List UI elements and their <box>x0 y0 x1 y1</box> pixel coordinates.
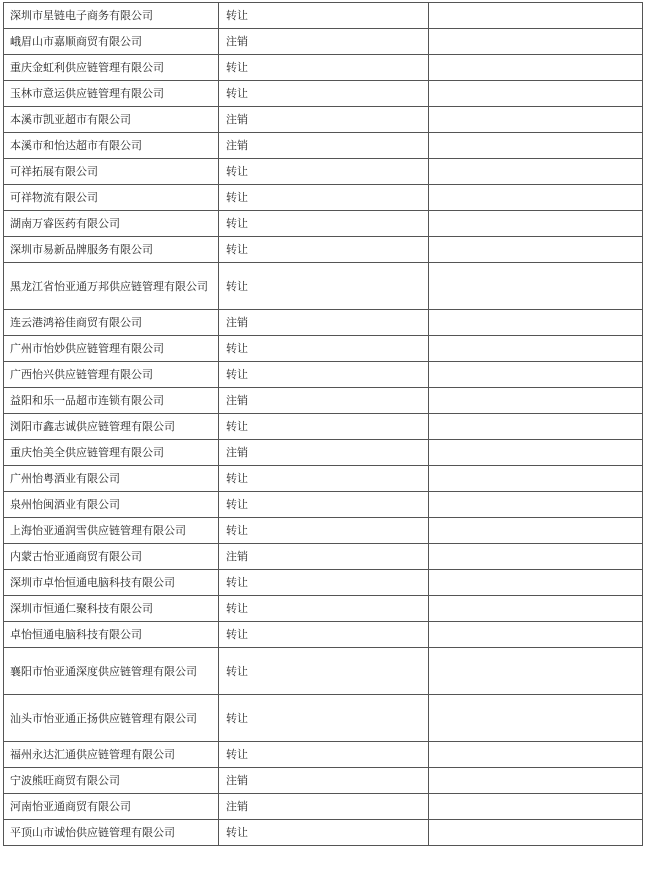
disposal-action-cell: 转让 <box>219 742 429 768</box>
table-row <box>4 414 643 440</box>
note-cell <box>429 492 643 518</box>
table-row <box>4 29 643 55</box>
company-name-cell: 河南怡亚通商贸有限公司 <box>4 794 219 820</box>
note-cell <box>429 570 643 596</box>
company-name-cell: 卓怡恒通电脑科技有限公司 <box>4 622 219 648</box>
note-cell <box>429 648 643 695</box>
table-row <box>4 133 643 159</box>
disposal-action-cell: 转让 <box>219 622 429 648</box>
note-cell <box>429 211 643 237</box>
table-row <box>4 362 643 388</box>
note-cell <box>429 544 643 570</box>
table-row <box>4 622 643 648</box>
disposal-action-cell: 注销 <box>219 768 429 794</box>
table-row <box>4 440 643 466</box>
note-cell <box>429 414 643 440</box>
note-cell <box>429 55 643 81</box>
disposal-action-cell: 转让 <box>219 820 429 846</box>
disposal-action-cell: 转让 <box>219 648 429 695</box>
note-cell <box>429 237 643 263</box>
disposal-action-cell: 注销 <box>219 388 429 414</box>
note-cell <box>429 388 643 414</box>
table-row <box>4 81 643 107</box>
table-row <box>4 544 643 570</box>
table-row <box>4 185 643 211</box>
company-name-cell: 广州市怡妙供应链管理有限公司 <box>4 336 219 362</box>
note-cell <box>429 133 643 159</box>
disposal-action-cell: 转让 <box>219 695 429 742</box>
company-name-cell: 平顶山市诚怡供应链管理有限公司 <box>4 820 219 846</box>
company-name-cell: 本溪市和怡达超市有限公司 <box>4 133 219 159</box>
disposal-action-cell: 转让 <box>219 336 429 362</box>
disposal-action-cell: 转让 <box>219 159 429 185</box>
disposal-action-cell: 转让 <box>219 596 429 622</box>
company-name-cell: 连云港鸿裕佳商贸有限公司 <box>4 310 219 336</box>
disposal-action-cell: 转让 <box>219 55 429 81</box>
company-name-cell: 宁波熊旺商贸有限公司 <box>4 768 219 794</box>
table-row <box>4 263 643 310</box>
note-cell <box>429 3 643 29</box>
table-row <box>4 310 643 336</box>
note-cell <box>429 185 643 211</box>
company-name-cell: 玉林市意运供应链管理有限公司 <box>4 81 219 107</box>
table-row <box>4 596 643 622</box>
disposal-action-cell: 注销 <box>219 794 429 820</box>
disposal-action-cell: 注销 <box>219 544 429 570</box>
note-cell <box>429 622 643 648</box>
company-name-cell: 可祥拓展有限公司 <box>4 159 219 185</box>
company-name-cell: 益阳和乐一品超市连锁有限公司 <box>4 388 219 414</box>
note-cell <box>429 362 643 388</box>
note-cell <box>429 596 643 622</box>
disposal-action-cell: 转让 <box>219 414 429 440</box>
note-cell <box>429 81 643 107</box>
disposal-action-cell: 转让 <box>219 466 429 492</box>
disposal-action-cell: 转让 <box>219 570 429 596</box>
table-row <box>4 794 643 820</box>
company-name-cell: 泉州怡闽酒业有限公司 <box>4 492 219 518</box>
disposal-action-cell: 注销 <box>219 440 429 466</box>
company-name-cell: 福州永达汇通供应链管理有限公司 <box>4 742 219 768</box>
note-cell <box>429 742 643 768</box>
disposal-action-cell: 注销 <box>219 310 429 336</box>
table-row <box>4 55 643 81</box>
table-row <box>4 107 643 133</box>
company-name-cell: 本溪市凯亚超市有限公司 <box>4 107 219 133</box>
company-name-cell: 上海怡亚通润雪供应链管理有限公司 <box>4 518 219 544</box>
table-row <box>4 570 643 596</box>
company-name-cell: 深圳市恒通仁聚科技有限公司 <box>4 596 219 622</box>
company-name-cell: 浏阳市鑫志诚供应链管理有限公司 <box>4 414 219 440</box>
company-name-cell: 深圳市卓怡恒通电脑科技有限公司 <box>4 570 219 596</box>
company-name-cell: 襄阳市怡亚通深度供应链管理有限公司 <box>4 648 219 695</box>
note-cell <box>429 768 643 794</box>
disposal-action-cell: 转让 <box>219 263 429 310</box>
note-cell <box>429 29 643 55</box>
disposal-action-cell: 转让 <box>219 81 429 107</box>
note-cell <box>429 695 643 742</box>
company-name-cell: 重庆怡美全供应链管理有限公司 <box>4 440 219 466</box>
disposal-action-cell: 转让 <box>219 492 429 518</box>
table-row <box>4 211 643 237</box>
table-row <box>4 820 643 846</box>
company-name-cell: 可祥物流有限公司 <box>4 185 219 211</box>
table-row <box>4 492 643 518</box>
table-row <box>4 648 643 695</box>
disposal-action-cell: 转让 <box>219 362 429 388</box>
company-name-cell: 汕头市怡亚通正扬供应链管理有限公司 <box>4 695 219 742</box>
company-name-cell: 黑龙江省怡亚通万邦供应链管理有限公司 <box>4 263 219 310</box>
note-cell <box>429 107 643 133</box>
table-row <box>4 466 643 492</box>
note-cell <box>429 518 643 544</box>
table-row <box>4 3 643 29</box>
table-row <box>4 768 643 794</box>
table-row <box>4 388 643 414</box>
note-cell <box>429 263 643 310</box>
disposal-action-cell: 注销 <box>219 107 429 133</box>
disposal-action-cell: 转让 <box>219 518 429 544</box>
note-cell <box>429 820 643 846</box>
disposal-action-cell: 转让 <box>219 3 429 29</box>
table-row <box>4 742 643 768</box>
note-cell <box>429 310 643 336</box>
disposal-action-cell: 转让 <box>219 185 429 211</box>
company-name-cell: 峨眉山市嘉顺商贸有限公司 <box>4 29 219 55</box>
company-name-cell: 湖南万睿医药有限公司 <box>4 211 219 237</box>
company-name-cell: 内蒙古怡亚通商贸有限公司 <box>4 544 219 570</box>
note-cell <box>429 440 643 466</box>
table-row <box>4 336 643 362</box>
note-cell <box>429 794 643 820</box>
company-name-cell: 广西怡兴供应链管理有限公司 <box>4 362 219 388</box>
table-row <box>4 159 643 185</box>
note-cell <box>429 159 643 185</box>
note-cell <box>429 336 643 362</box>
company-name-cell: 深圳市星链电子商务有限公司 <box>4 3 219 29</box>
disposal-action-cell: 转让 <box>219 237 429 263</box>
disposal-action-cell: 注销 <box>219 29 429 55</box>
company-name-cell: 深圳市易新品牌服务有限公司 <box>4 237 219 263</box>
table-row <box>4 237 643 263</box>
table-body <box>4 3 643 846</box>
disposal-action-cell: 注销 <box>219 133 429 159</box>
table-row <box>4 695 643 742</box>
table-row <box>4 518 643 544</box>
company-name-cell: 广州怡粤酒业有限公司 <box>4 466 219 492</box>
disposal-action-cell: 转让 <box>219 211 429 237</box>
company-name-cell: 重庆金虹利供应链管理有限公司 <box>4 55 219 81</box>
company-disposal-table <box>3 2 643 846</box>
note-cell <box>429 466 643 492</box>
